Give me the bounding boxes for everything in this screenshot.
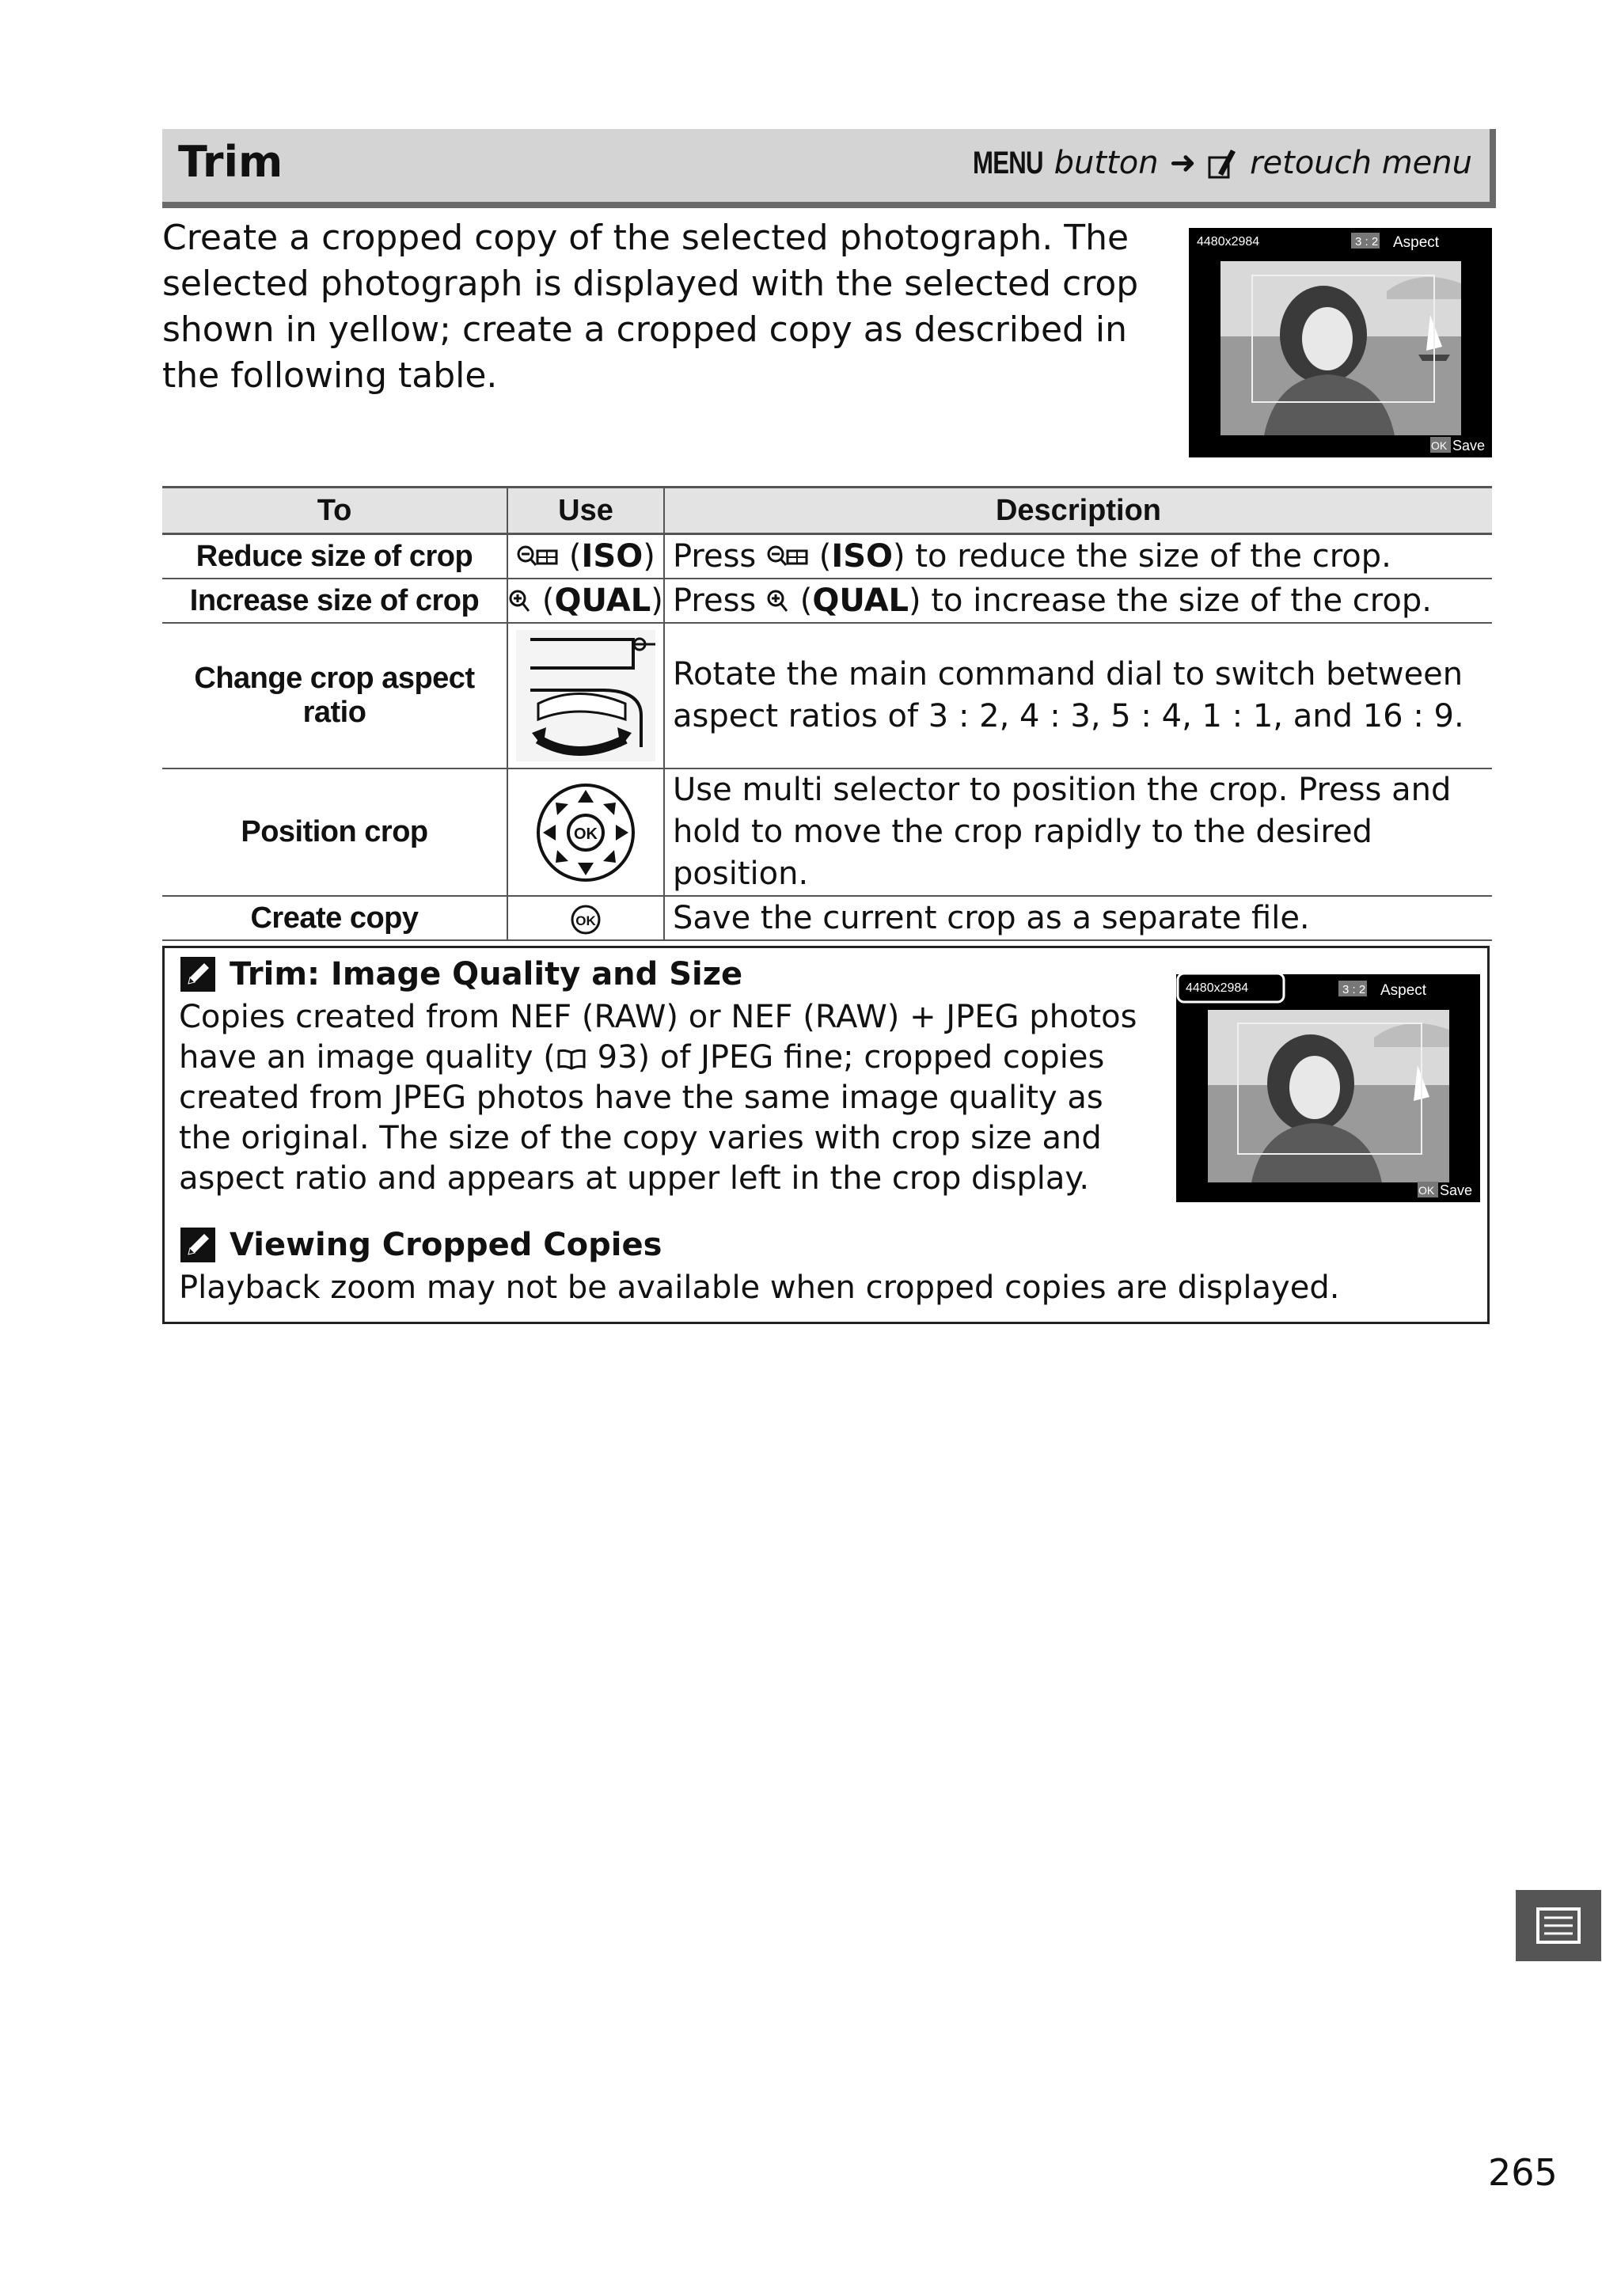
row-to: Reduce size of crop [162,534,507,579]
header-description: Description [664,488,1492,534]
table-row [162,896,1492,940]
desc-text: Press [673,537,766,575]
row-to: Position crop [162,768,507,896]
notes-box [162,946,1490,1324]
header-to: To [162,488,507,534]
row-use [507,896,664,940]
row-use [507,768,664,896]
row-description: Save the current crop as a separate file. [664,896,1492,940]
note-body [179,997,1160,1199]
ratio-readout: 3 : 2 [1342,983,1366,996]
note-title [180,956,742,992]
button-text: button [1053,145,1159,181]
retouch-menu-label: retouch menu [1250,145,1472,181]
note-body: Playback zoom may not be available when cropped copies are displayed. [179,1269,1340,1306]
zoom-out-thumbnail-icon [766,545,809,571]
crop-preview-screen [1189,228,1492,457]
row-to: Create copy [162,896,507,940]
intro-paragraph: Create a cropped copy of the selected photograph. The selected photograph is displayed with the selected crop shown in yellow; create a cropped copy as described in the following table. [162,218,1139,396]
table-row [162,768,1492,896]
page-title: Trim [178,137,283,187]
note-text: Copies created from NEF (RAW) or NEF (RAW) + JPEG photos have an image quality ( [179,999,1137,1076]
header-use: Use [507,488,664,534]
ok-label: OK [1418,1184,1435,1197]
book-icon [556,1048,587,1070]
crop-preview-graphic [1189,228,1492,457]
multi-selector-icon [533,780,638,885]
aspect-label: Aspect [1380,982,1427,999]
ok-button-icon [570,904,602,935]
main-command-dial-icon [514,628,657,763]
section-header [162,129,1496,208]
size-readout: 4480x2984 [1186,981,1249,995]
row-description: Press (ISO) to reduce the size of the crop. [664,534,1492,579]
size-readout: 4480x2984 [1197,235,1260,249]
svg-text:OK: OK [574,825,598,843]
table-row [162,579,1492,623]
page-number: 265 [1488,2151,1558,2194]
zoom-in-icon [508,589,532,616]
save-label: Save [1440,1182,1473,1198]
row-use: (ISO) [507,534,664,579]
iso-key: ISO [831,537,894,575]
row-description: Use multi selector to position the crop. Press and hold to move the crop rapidly to the desired position. [664,768,1492,896]
iso-label: ISO [581,538,643,575]
note-title-text: Trim: Image Quality and Size [230,956,743,992]
note-text: of JPEG fine; cropped copies created from JPEG photos have the same image quality as the original. The size of the copy varies with crop size and aspect ratio and appears at upper left in the crop display. [179,1039,1105,1197]
zoom-in-icon [766,589,790,616]
section-tab[interactable] [1516,1890,1601,1961]
menu-path [953,145,1472,181]
row-use [507,623,664,768]
pencil-note-icon [180,957,215,992]
menu-list-icon [1516,1890,1601,1961]
table-header-row [162,488,1492,534]
crop-size-graphic [1176,974,1480,1202]
desc-text: ) to increase the size of the crop. [909,582,1432,619]
note-title [180,1227,662,1263]
row-use: (QUAL) [507,579,664,623]
row-description: Press (QUAL) to increase the size of the crop. [664,579,1492,623]
ok-label: OK [1431,439,1448,452]
save-label: Save [1452,438,1486,454]
menu-button-label: MENU [972,145,1043,180]
zoom-out-thumbnail-icon [516,545,559,571]
ratio-readout: 3 : 2 [1355,235,1379,249]
desc-text: Press [673,582,766,619]
table-row [162,534,1492,579]
note-title-text: Viewing Cropped Copies [230,1227,662,1263]
crop-size-screen [1176,974,1480,1202]
desc-text: ) to reduce the size of the crop. [893,537,1391,575]
row-to: Increase size of crop [162,579,507,623]
page-ref: 93) [587,1039,651,1076]
row-to: Change crop aspect ratio [162,623,507,768]
svg-text:OK: OK [575,913,596,928]
row-description: Rotate the main command dial to switch between aspect ratios of 3 : 2, 4 : 3, 5 : 4, 1 : 1, and 16 : 9. [664,623,1492,768]
operations-table [162,486,1492,941]
qual-key: QUAL [812,582,909,619]
table-row [162,623,1492,768]
qual-label: QUAL [554,583,651,619]
pencil-note-icon [180,1228,215,1262]
arrow-icon: ➜ [1169,145,1197,181]
aspect-label: Aspect [1393,234,1440,251]
retouch-menu-icon [1207,146,1239,180]
